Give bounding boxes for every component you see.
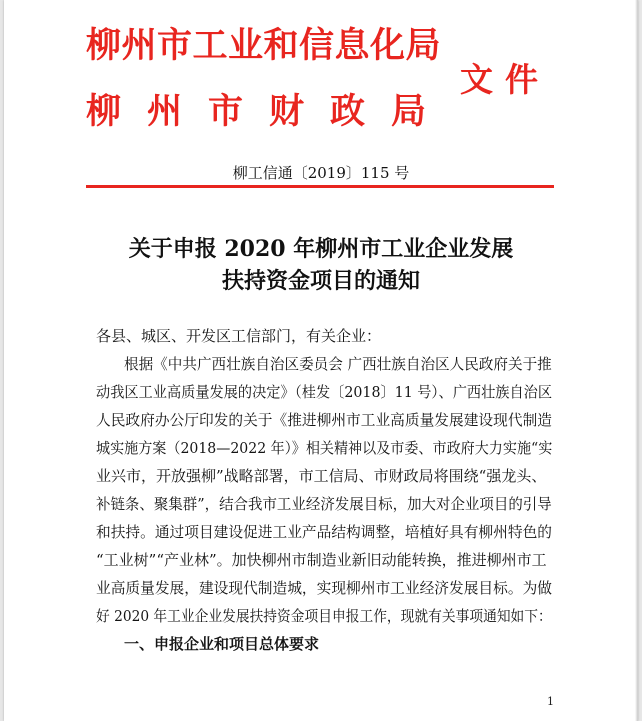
document-page <box>4 0 638 721</box>
issuer-line-2: 柳州市财政局 <box>86 92 453 132</box>
paragraph-line: 业兴市，开放强柳”战略部署，市工信局、市财政局将围绕“强龙头、 <box>96 467 547 485</box>
paragraph-line: 好 2020 年工业企业发展扶持资金项目申报工作，现就有关事项通知如下： <box>96 607 552 625</box>
document-suffix: 文件 <box>460 60 550 99</box>
paragraph-line: 根据《中共广西壮族自治区委员会 广西壮族自治区人民政府关于推 <box>124 355 552 373</box>
paragraph-line: 人民政府办公厅印发的关于《推进柳州市工业高质量发展建设现代制造 <box>96 411 552 429</box>
salutation: 各县、城区、开发区工信部门，有关企业： <box>96 327 382 345</box>
issuer-line-1: 柳州市工业和信息化局 <box>86 26 442 66</box>
section-heading: 一、申报企业和项目总体要求 <box>124 635 320 653</box>
paragraph-line: 业高质量发展，建设现代制造城，实现柳州市工业经济发展目标。为做 <box>96 579 552 597</box>
title-line-1: 关于申报 2020 年柳州市工业企业发展 <box>128 236 514 262</box>
red-divider <box>86 185 554 188</box>
document-number: 柳工信通〔2019〕115 号 <box>232 164 410 182</box>
title-line-2: 扶持资金项目的通知 <box>221 268 420 294</box>
paragraph-line: 动我区工业高质量发展的决定》（桂发〔2018〕11 号）、广西壮族自治区 <box>96 383 553 401</box>
paragraph-line: “工业树”“产业林”。加快柳州市制造业新旧动能转换，推进柳州市工 <box>96 551 547 569</box>
paragraph-line: 和扶持。通过项目建设促进工业产品结构调整，培植好具有柳州特色的 <box>96 523 552 541</box>
paragraph-line: 城实施方案（2018—2022 年）》相关精神以及市委、市政府大力实施“实 <box>96 439 553 457</box>
paragraph-line: 补链条、聚集群”，结合我市工业经济发展目标，加大对企业项目的引导 <box>96 495 552 513</box>
page-number: 1 <box>547 695 554 708</box>
